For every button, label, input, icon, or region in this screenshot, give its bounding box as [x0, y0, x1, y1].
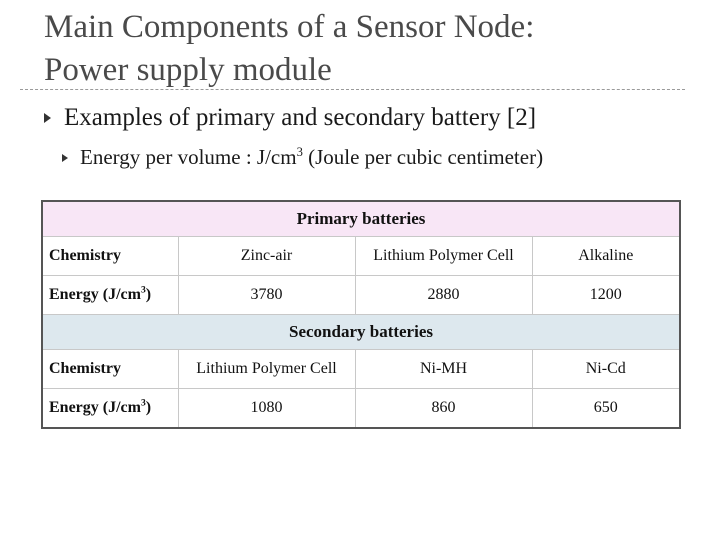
battery-table: [41, 200, 681, 429]
secondary-header-row: [42, 315, 680, 350]
secondary-energy-row: [42, 389, 680, 429]
bullet-arrow-icon: [44, 113, 51, 123]
bullet-level2: [62, 145, 543, 170]
secondary-energy-label-suffix: ): [145, 399, 152, 416]
primary-chemistry-cell: Lithium Polymer Cell: [355, 237, 532, 276]
primary-energy-cell: 3780: [178, 276, 355, 315]
secondary-chemistry-cell: Lithium Polymer Cell: [178, 350, 355, 389]
primary-energy-label-sup: 3: [140, 284, 146, 296]
bullet-level2-sup: 3: [296, 145, 303, 159]
primary-energy-row: [42, 276, 680, 315]
bullet-arrow-icon: [62, 154, 68, 162]
secondary-energy-cell: 650: [532, 389, 680, 429]
bullet-level1-text: Examples of primary and secondary battery [2]: [64, 104, 537, 131]
primary-energy-label-prefix: Energy (J/cm: [49, 286, 141, 303]
primary-energy-label-suffix: ): [145, 286, 152, 303]
primary-chemistry-cell: Alkaline: [532, 237, 680, 276]
bullet-level2-suffix: (Joule per cubic centimeter): [302, 145, 544, 169]
title-divider: [20, 89, 685, 90]
slide-title-line1: Main Components of a Sensor Node:: [44, 9, 535, 45]
secondary-energy-label-sup: 3: [140, 397, 146, 409]
primary-header-row: [42, 201, 680, 237]
secondary-chemistry-cell: Ni-MH: [355, 350, 532, 389]
primary-chemistry-cell: Zinc-air: [178, 237, 355, 276]
secondary-energy-cell: 860: [355, 389, 532, 429]
bullet-level2-prefix: Energy per volume : J/cm: [80, 145, 297, 169]
primary-header: Primary batteries: [42, 201, 680, 237]
primary-chemistry-label: Chemistry: [42, 237, 178, 276]
secondary-chemistry-row: [42, 350, 680, 389]
bullet-level2-text: [80, 145, 543, 170]
slide-title-line2: Power supply module: [44, 52, 332, 88]
secondary-energy-cell: 1080: [178, 389, 355, 429]
secondary-chemistry-label: Chemistry: [42, 350, 178, 389]
primary-energy-label: [42, 276, 178, 315]
primary-energy-cell: 2880: [355, 276, 532, 315]
secondary-header: Secondary batteries: [42, 315, 680, 350]
primary-energy-cell: 1200: [532, 276, 680, 315]
slide-title: [44, 6, 694, 92]
secondary-chemistry-cell: Ni-Cd: [532, 350, 680, 389]
secondary-energy-label-prefix: Energy (J/cm: [49, 399, 141, 416]
bullet-level1: [44, 104, 536, 132]
secondary-energy-label: [42, 389, 178, 429]
primary-chemistry-row: [42, 237, 680, 276]
